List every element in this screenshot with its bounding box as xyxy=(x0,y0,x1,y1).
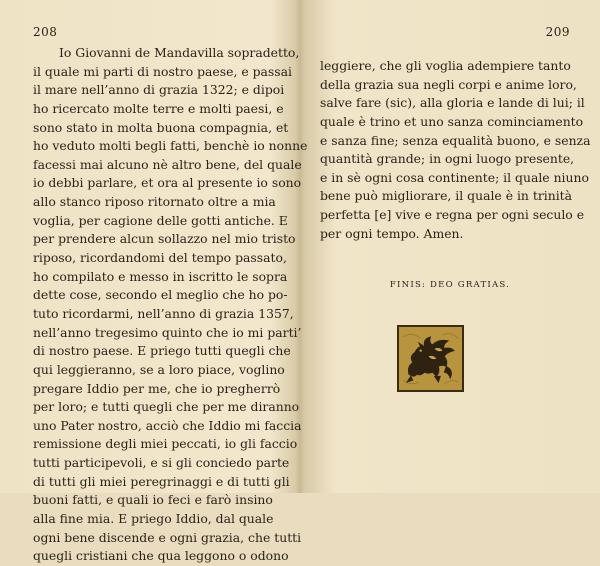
text-line: ho veduto molti begli fatti, benchè io nonne xyxy=(33,138,308,154)
text-line: per prendere alcun sollazzo nel mio tristo xyxy=(33,231,296,247)
text-line: quale è trino et uno sanza cominciamento xyxy=(320,113,584,129)
text-line: qui leggieranno, se a loro piace, voglino xyxy=(33,361,285,377)
text-line: alla fine mia. E priego Iddio, dal quale xyxy=(33,511,274,527)
text-line: facessi mai alcuno nè altro bene, del quale xyxy=(33,156,302,172)
text-line: tuto ricordarmi, nell’anno di grazia 1357, xyxy=(33,305,294,321)
text-line: di tutti gli miei peregrinaggi e di tutti gli xyxy=(33,473,290,489)
text-line: pregare Iddio per me, che io pregherrò xyxy=(33,380,281,396)
text-line: il mare nell’anno di grazia 1322; e dipoi xyxy=(33,82,285,98)
right-page xyxy=(300,0,600,493)
text-line: ho ricercato molte terre e molti paesi, e xyxy=(33,100,284,116)
colophon: FINIS: DEO GRATIAS. xyxy=(389,280,511,290)
text-line: dette cose, secondo el meglio che ho po- xyxy=(33,287,288,303)
text-line: perfetta [e] vive e regna per ogni seculo e xyxy=(320,207,585,223)
text-line: ogni bene discende e ogni grazia, che tutti xyxy=(33,529,302,545)
right-page-text xyxy=(320,57,591,243)
text-line: di nostro paese. E priego tutti quegli che xyxy=(33,343,291,359)
text-line: della grazia sua negli corpi e anime loro, xyxy=(320,76,577,92)
text-line: ho compilato e messo in iscritto le sopra xyxy=(33,268,288,284)
text-line: uno Pater nostro, acciò che Iddio mi faccia xyxy=(33,417,302,433)
text-line: salve fare (sic), alla gloria e lande di lui; il xyxy=(320,95,585,111)
text-line: remissione degli miei peccati, io gli faccio xyxy=(33,436,298,452)
text-line: riposo, ricordandomi del tempo passato, xyxy=(33,250,287,266)
page-number-left: 208 xyxy=(33,25,58,39)
text-line: buoni fatti, e quali io feci e farò insino xyxy=(33,492,273,508)
text-line: Io Giovanni de Mandavilla sopradetto, xyxy=(59,45,300,60)
text-line: leggiere, che gli voglia adempiere tanto xyxy=(320,58,571,73)
text-line: io debbi parlare, et ora al presente io sono xyxy=(33,175,302,191)
text-line: tutti participevoli, e si gli conciedo parte xyxy=(33,455,290,471)
text-line: nell’anno tregesimo quinto che io mi parti’ xyxy=(33,324,302,340)
text-line: e sanza fine; senza equalità buono, e senza xyxy=(320,132,591,148)
text-line: quantità grande; in ogni luogo presente, xyxy=(320,151,575,167)
text-line: bene può migliorare, il quale è in trinità xyxy=(320,188,573,204)
text-line: quegli cristiani che qua leggono o odono xyxy=(33,548,289,564)
page-number-right: 209 xyxy=(545,25,570,39)
text-line: il quale mi parti di nostro paese, e passai xyxy=(33,63,292,79)
text-line: voglia, per cagione delle gotti antiche. E xyxy=(33,212,288,228)
text-line: sono stato in molta buona compagnia, et xyxy=(33,119,289,135)
text-line: per ogni tempo. Amen. xyxy=(320,225,464,241)
text-line: allo stanco riposo ritornato oltre a mia xyxy=(33,194,276,210)
text-line: e in sè ogni cosa continente; il quale niuno xyxy=(320,169,589,185)
left-page-text xyxy=(33,44,308,566)
griffin-emblem-icon xyxy=(397,325,464,392)
text-line: per loro; e tutti quegli che per me diranno xyxy=(33,399,300,415)
